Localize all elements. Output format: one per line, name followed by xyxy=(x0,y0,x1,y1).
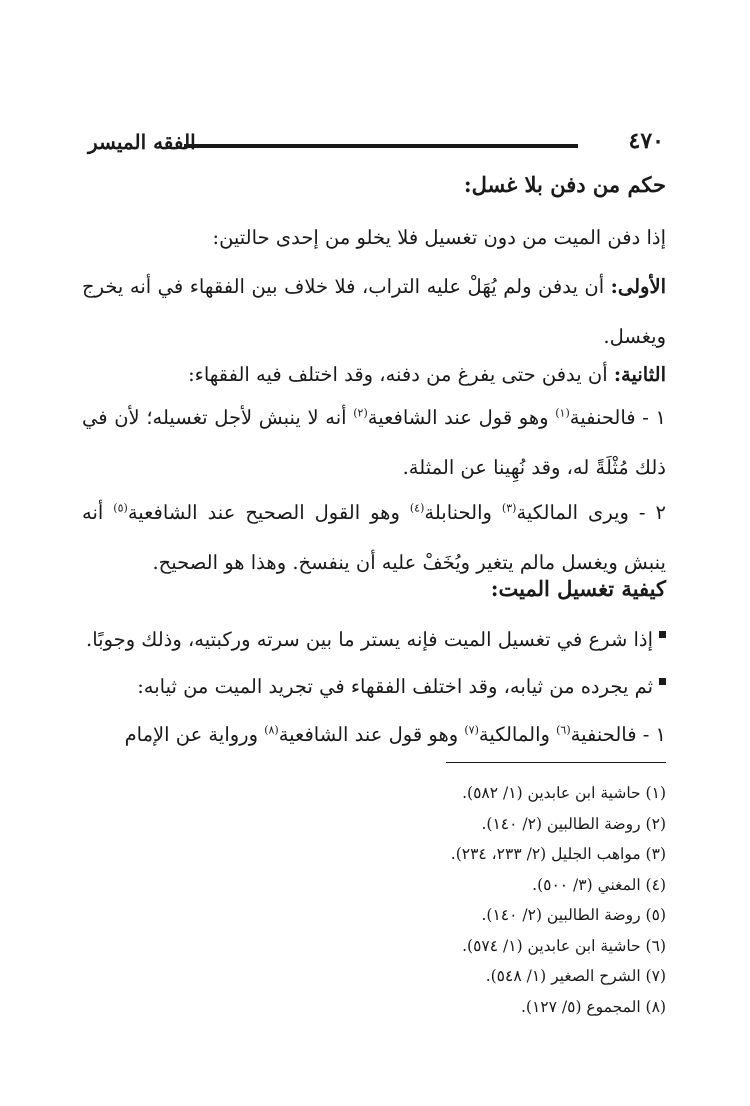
second-case-text: أن يدفن حتى يفرغ من دفنه، وقد اختلف فيه الفقهاء: xyxy=(188,363,608,386)
first-case-label: الأولى: xyxy=(610,275,666,298)
footnote-item: (٢) روضة الطالبين (٢/ ١٤٠). xyxy=(481,814,666,833)
footnote-item: (٦) حاشية ابن عابدين (١/ ٥٧٤). xyxy=(462,936,666,955)
footnote-item: (٧) الشرح الصغير (١/ ٥٤٨). xyxy=(485,967,666,985)
opinion-text: ورواية عن الإمام xyxy=(124,723,265,746)
footnote-ref: (٧) xyxy=(464,723,479,737)
second-case-label: الثانية: xyxy=(613,363,666,386)
bullet-cover-awrah xyxy=(82,615,666,665)
opinion-text: ١ - فالحنفية xyxy=(569,406,666,429)
footnote-ref: (٢) xyxy=(353,406,368,420)
opinion-text: ١ - فالحنفية xyxy=(570,723,666,746)
footnote-item: (٥) روضة الطالبين (٢/ ١٤٠). xyxy=(481,906,666,924)
opinion-text: ٢ - ويرى المالكية xyxy=(516,501,666,524)
opinion-text: وهو القول الصحيح عند الشافعية xyxy=(127,501,410,524)
book-title: الفقه الميسر xyxy=(88,130,196,154)
footnote-item: (٣) مواهب الجليل (٢/ ٢٣٣، ٢٣٤). xyxy=(450,845,666,863)
bullet-text: إذا شرع في تغسيل الميت فإنه يستر ما بين سرته وركبتيه، وذلك وجوبًا. xyxy=(86,628,653,651)
footnote-ref: (١) xyxy=(555,406,570,420)
opinion-text: أنه ينبش ويغسل مالم يتغير ويُخَفْ عليه أن ينفسخ. وهذا هو الصحيح. xyxy=(82,501,666,574)
footnote-item: (٨) المجموع (٥/ ١٢٧). xyxy=(520,997,666,1016)
opinion-hanafi-paragraph xyxy=(82,393,666,493)
footnote-ref: (٥) xyxy=(113,501,128,515)
footnote-ref: (٤) xyxy=(409,501,425,515)
opinion-text: وهو قول عند الشافعية xyxy=(278,723,465,746)
footnote-item: (٤) المغني (٣/ ٥٠٠). xyxy=(532,875,666,894)
bullet-square-icon xyxy=(659,678,666,685)
opinion-maliki-paragraph xyxy=(82,488,666,588)
footnotes xyxy=(266,778,666,1022)
footnote-separator xyxy=(446,762,666,763)
header-rule xyxy=(184,144,578,148)
section-heading-washing-method: كيفية تغسيل الميت: xyxy=(490,576,666,601)
opinion-text: وهو قول عند الشافعية xyxy=(367,406,556,429)
bullet-undress xyxy=(82,662,666,712)
footnote-ref: (٨) xyxy=(264,723,279,737)
page-number: ٤٧٠ xyxy=(628,128,664,154)
running-header xyxy=(88,122,664,162)
bullet-text: ثم يجرده من ثيابه، وقد اختلف الفقهاء في تجريد الميت من ثيابه: xyxy=(137,675,653,698)
opinion-text: والمالكية xyxy=(478,723,557,746)
first-case-paragraph xyxy=(82,262,666,362)
first-case-text: أن يدفن ولم يُهَلْ عليه التراب، فلا خلاف بين الفقهاء في أنه يخرج ويغسل. xyxy=(82,275,666,348)
opinion-undress-paragraph xyxy=(82,710,666,760)
intro-paragraph: إذا دفن الميت من دون تغسيل فلا يخلو من إحدى حالتين: xyxy=(212,226,666,249)
footnote-item: (١) حاشية ابن عابدين (١/ ٥٨٢). xyxy=(462,784,666,802)
footnote-ref: (٦) xyxy=(556,723,571,737)
bullet-square-icon xyxy=(659,631,666,638)
opinion-text: أنه لا ينبش لأجل تغسيله؛ لأن في ذلك مُثْلَةً له، وقد نُهِينا عن المثلة. xyxy=(82,406,666,479)
footnote-ref: (٣) xyxy=(501,501,517,515)
section-heading-burial-without-washing: حكم من دفن بلا غسل: xyxy=(463,172,666,197)
opinion-text: والحنابلة xyxy=(424,501,502,524)
